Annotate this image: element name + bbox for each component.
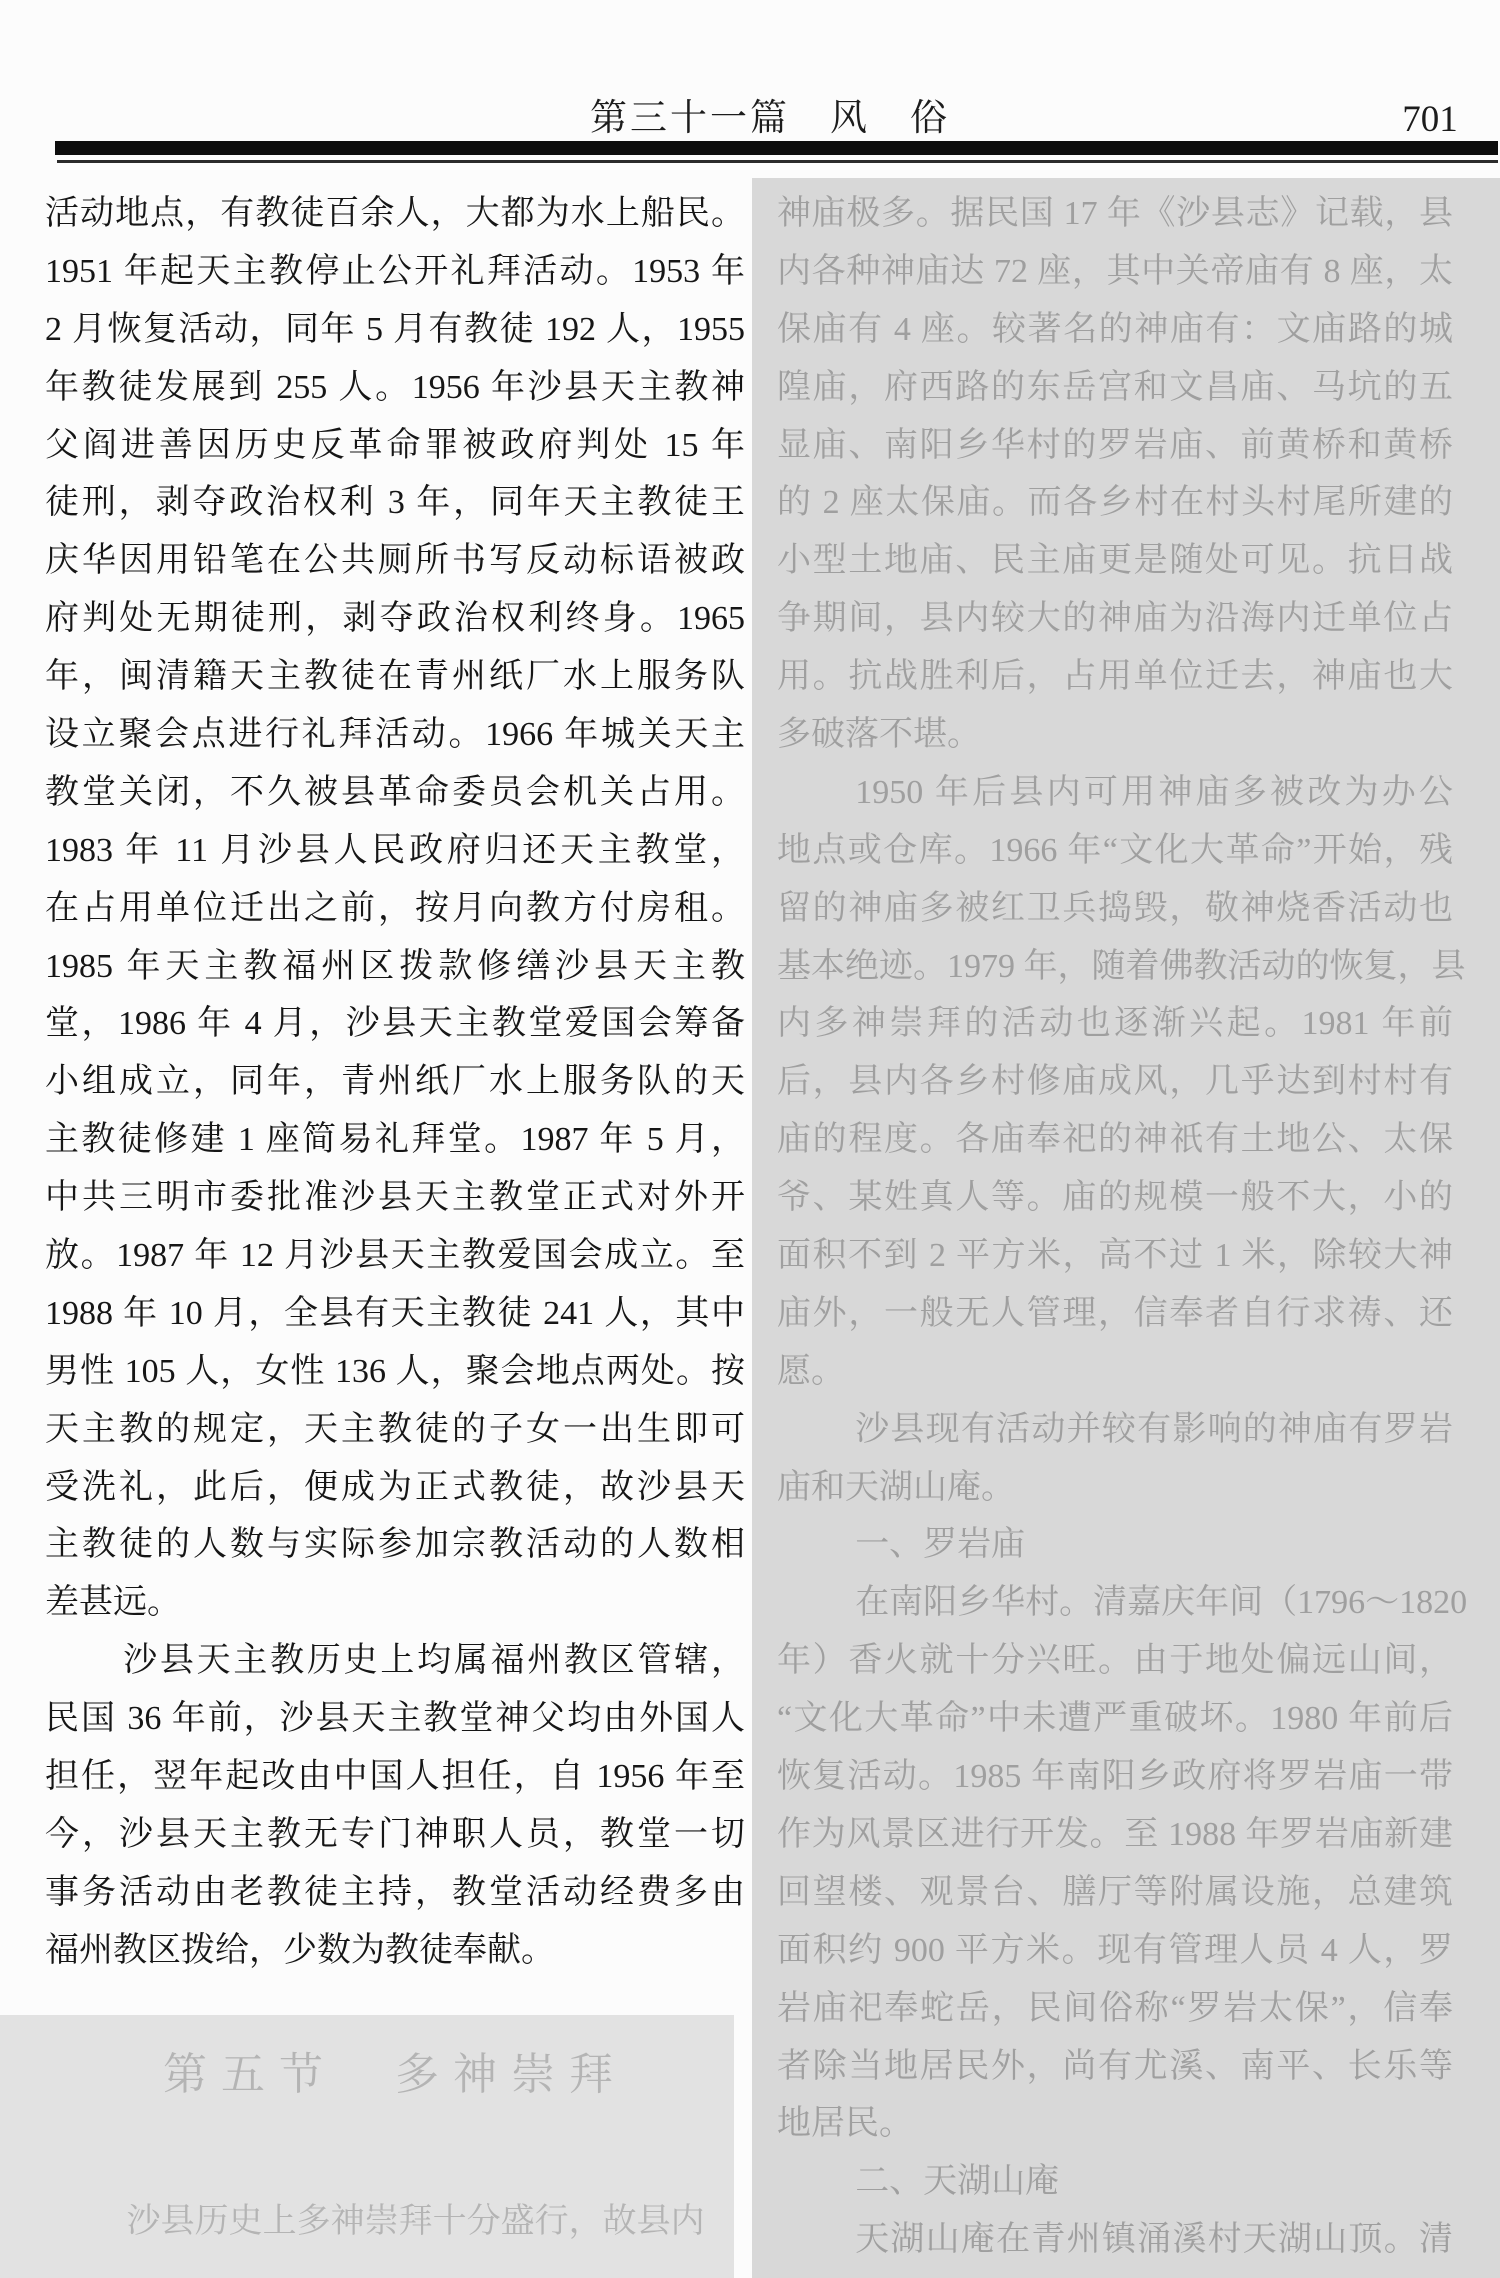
text-line: 活动地点，有教徒百余人，大都为水上船民。 [45,195,745,232]
text-line: 显庙、南阳乡华村的罗岩庙、前黄桥和黄桥 [777,426,1453,464]
text-line: 庙的程度。各庙奉祀的神祇有土地公、太保 [777,1121,1453,1159]
text-line: 父阎进善因历史反革命罪被政府判处 15 年 [45,426,745,464]
text-line: 小型土地庙、民主庙更是随处可见。抗日战 [777,542,1453,580]
chapter-header: 第三十一篇 风 俗 [590,98,950,139]
text-line: 保庙有 4 座。较著名的神庙有：文庙路的城 [777,310,1453,348]
page-number: 701 [1402,99,1458,140]
text-line: 回望楼、观景台、膳厅等附属设施，总建筑 [777,1873,1453,1911]
text-line: 1983 年 11 月沙县人民政府归还天主教堂， [45,831,745,869]
text-line: 后，县内各乡村修庙成风，几乎达到村村有 [777,1063,1453,1101]
text-line: 争期间，县内较大的神庙为沿海内迁单位占 [777,600,1453,638]
text-line: 男性 105 人，女性 136 人，聚会地点两处。按 [45,1352,745,1390]
text-line: 作为风景区进行开发。至 1988 年罗岩庙新建 [777,1815,1453,1853]
right-text-column [777,185,1468,2269]
text-line: 设立聚会点进行礼拜活动。1966 年城关天主 [45,716,745,754]
text-line: 小组成立，同年，青州纸厂水上服务队的天 [45,1063,745,1101]
text-line: 1988 年 10 月，全县有天主教徒 241 人，其中 [45,1294,745,1332]
text-line: 基本绝迹。1979 年，随着佛教活动的恢复，县 [777,947,1466,985]
text-line: 留的神庙多被红卫兵捣毁，敬神烧香活动也 [777,889,1453,927]
text-line: 内各种神庙达 72 座，其中关帝庙有 8 座，太 [777,252,1453,290]
text-line: 堂，1986 年 4 月，沙县天主教堂爱国会筹备 [45,1005,745,1043]
text-line: 在占用单位迁出之前，按月向教方付房租。 [45,889,745,927]
section-intro-line: 沙县历史上多神崇拜十分盛行，故县内 [126,2203,705,2240]
text-line: 面积约 900 平方米。现有管理人员 4 人，罗 [777,1931,1453,1969]
text-line: 用。抗战胜利后，占用单位迁去，神庙也大 [777,658,1453,696]
text-line: 神庙极多。据民国 17 年《沙县志》记载，县 [777,195,1453,232]
text-line: 庆华因用铅笔在公共厕所书写反动标语被政 [45,542,745,580]
text-line: 1985 年天主教福州区拨款修缮沙县天主教 [45,947,745,985]
text-line: 徒刑，剥夺政治权利 3 年，同年天主教徒王 [45,484,745,522]
text-line: 年，闽清籍天主教徒在青州纸厂水上服务队 [45,658,745,696]
text-line: 内多神崇拜的活动也逐渐兴起。1981 年前 [777,1005,1453,1043]
text-line: 多破落不堪。 [777,716,981,754]
text-line: 在南阳乡华村。清嘉庆年间（1796～1820 [855,1584,1468,1622]
text-line: 愿。 [777,1352,845,1390]
text-line: 天主教的规定，天主教徒的子女一出生即可 [45,1410,745,1448]
text-line: 事务活动由老教徒主持，教堂活动经费多由 [45,1873,745,1911]
text-line: 面积不到 2 平方米，高不过 1 米，除较大神 [777,1237,1453,1275]
text-line: 受洗礼，此后，便成为正式教徒，故沙县天 [45,1468,745,1506]
text-line: 隍庙，府西路的东岳宫和文昌庙、马坑的五 [777,368,1453,406]
text-line: 一、罗岩庙 [855,1526,1026,1564]
text-line: 教堂关闭，不久被县革命委员会机关占用。 [45,773,745,811]
text-line: 庙外，一般无人管理，信奉者自行求祷、还 [777,1294,1453,1332]
text-line: 2 月恢复活动，同年 5 月有教徒 192 人，1955 [45,310,745,348]
left-text-column [45,185,745,1980]
text-line: 1951 年起天主教停止公开礼拜活动。1953 年 [45,252,745,290]
section-heading: 第五节 多神崇拜 [163,2050,627,2099]
text-line: 福州教区拨给，少数为教徒奉献。 [45,1931,555,1969]
text-line: 担任，翌年起改由中国人担任，自 1956 年至 [45,1758,745,1796]
text-line: 1950 年后县内可用神庙多被改为办公 [855,773,1453,811]
text-line: 主教徒的人数与实际参加宗教活动的人数相 [45,1526,745,1564]
text-line: “文化大革命”中未遭严重破坏。1980 年前后 [777,1700,1453,1738]
text-line: 恢复活动。1985 年南阳乡政府将罗岩庙一带 [777,1758,1453,1796]
text-line: 主教徒修建 1 座简易礼拜堂。1987 年 5 月， [45,1121,745,1159]
text-line: 地居民。 [777,2105,913,2143]
text-line: 年）香火就十分兴旺。由于地处偏远山间， [777,1642,1453,1680]
text-line: 差甚远。 [45,1584,181,1622]
header-rule-thin [57,160,1498,163]
text-line: 今，沙县天主教无专门神职人员，教堂一切 [45,1815,745,1853]
text-line: 二、天湖山庵 [855,2163,1060,2201]
text-line: 府判处无期徒刑，剥夺政治权利终身。1965 [45,600,745,638]
text-line: 中共三明市委批准沙县天主教堂正式对外开 [45,1179,745,1217]
header-rule-thick [55,141,1498,155]
text-line: 的 2 座太保庙。而各乡村在村头村尾所建的 [777,484,1453,522]
text-line: 放。1987 年 12 月沙县天主教爱国会成立。至 [45,1237,745,1275]
text-line: 沙县天主教历史上均属福州教区管辖， [123,1642,745,1680]
text-line: 庙和天湖山庵。 [777,1468,1015,1506]
text-line: 年教徒发展到 255 人。1956 年沙县天主教神 [45,368,745,406]
text-line: 岩庙祀奉蛇岳，民间俗称“罗岩太保”，信奉 [777,1989,1453,2027]
text-line: 者除当地居民外，尚有尤溪、南平、长乐等 [777,2047,1453,2085]
text-line: 民国 36 年前，沙县天主教堂神父均由外国人 [45,1700,745,1738]
text-line: 爷、某姓真人等。庙的规模一般不大，小的 [777,1179,1453,1217]
text-line: 天湖山庵在青州镇涌溪村天湖山顶。清 [855,2221,1453,2259]
text-line: 地点或仓库。1966 年“文化大革命”开始，残 [777,831,1453,869]
text-line: 沙县现有活动并较有影响的神庙有罗岩 [855,1410,1453,1448]
